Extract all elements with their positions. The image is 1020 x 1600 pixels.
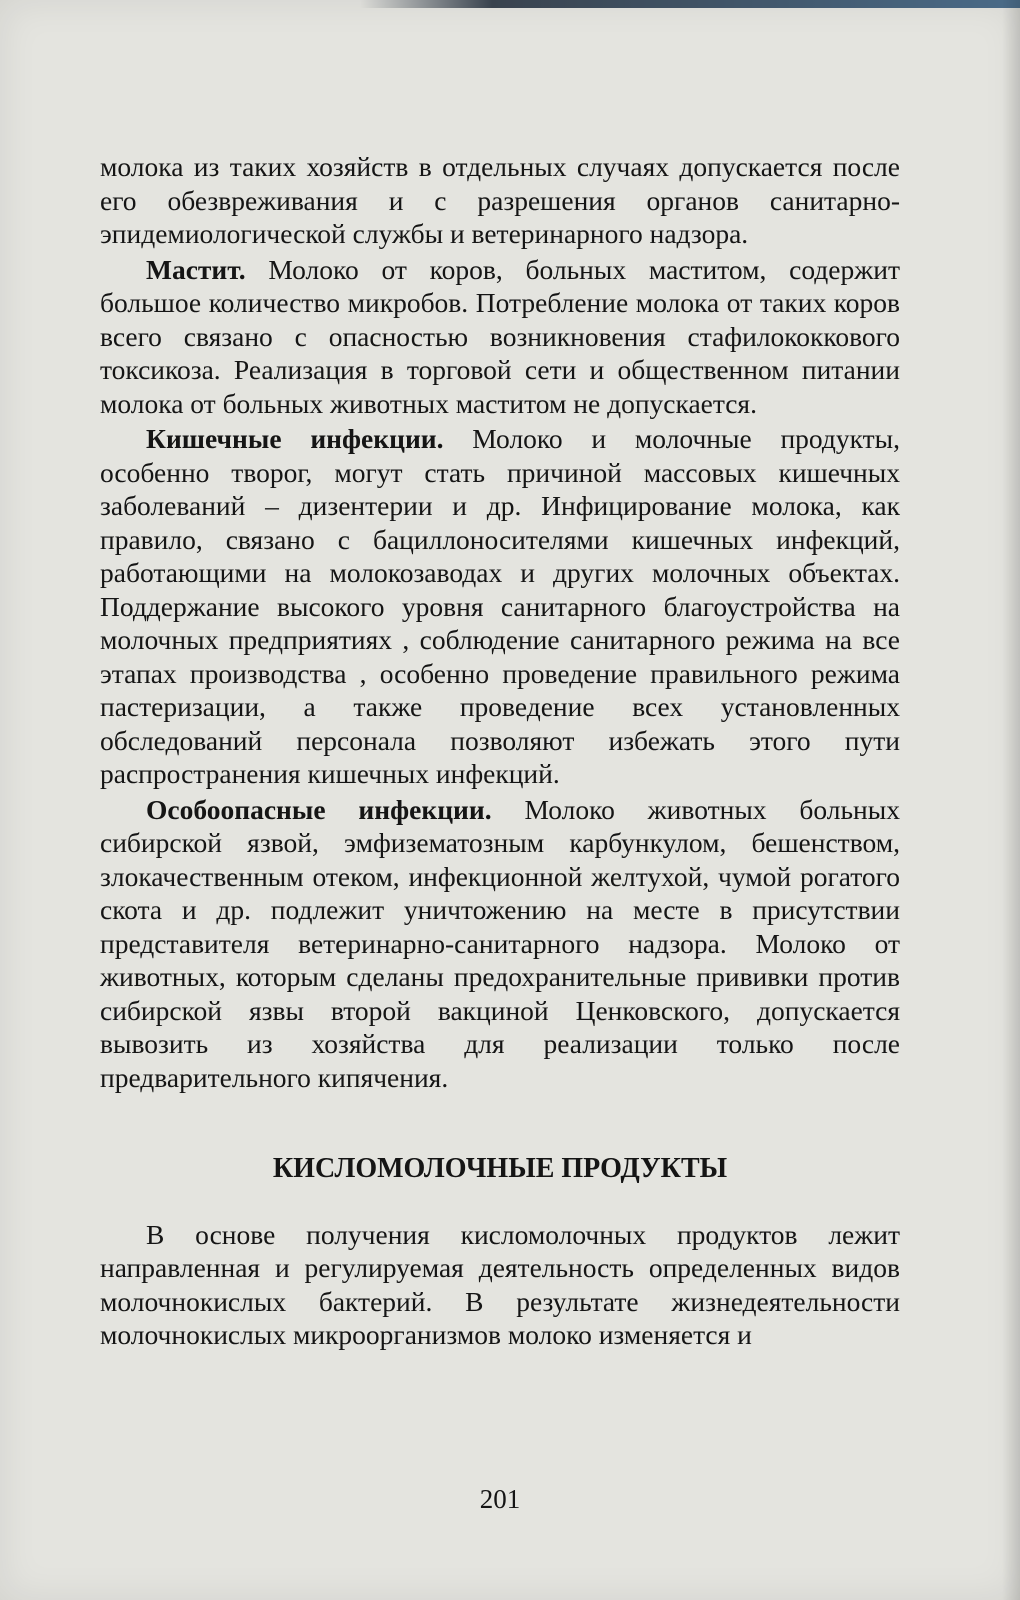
paragraph-intestinal-infections xyxy=(100,422,900,791)
text-intestinal-infections: Молоко и молочные продукты, особенно творог, могут стать причиной массовых кишечных заболеваний – дизентерии и др. Инфицирование молока, как правило, связано с бациллоносителями кишечных инфекций, работающими на молокозаводах и других молочных объектах. Поддержание высокого уровня санитарного благоустройства на молочных предприятиях , соблюдение санитарного режима на все этапах производства , особенно проведение правильного режима пастеризации, а также проведение всех установленных обследований персонала позволяют избежать этого пути распространения кишечных инфекций. xyxy=(100,423,901,789)
text-dangerous-infections: Молоко животных больных сибирской язвой, эмфизематозным карбункулом, бешенством, злокачественным отеком, инфекционной желтухой, чумой рогатого скота и др. подлежит уничтожению на месте в присутствии представителя ветеринарно-санитарного надзора. Молоко от животных, которым сделаны предохранительные прививки против сибирской язвы второй вакциной Ценковского, допускается вывозить из хозяйства для реализации только после предварительного кипячения. xyxy=(100,793,901,1093)
paragraph-section-intro: В основе получения кисломолочных продуктов лежит направленная и регулируемая деятельность определенных видов молочнокислых бактерий. В результате жизнедеятельности молочнокислых микроорганизмов молоко изменяется и xyxy=(100,1218,900,1350)
section-heading: КИСЛОМОЛОЧНЫЕ ПРОДУКТЫ xyxy=(272,1153,728,1184)
term-dangerous-infections: Особоопасные инфекции. xyxy=(146,793,492,825)
text-mastitis: Молоко от коров, больных маститом, содержит большое количество микробов. Потребление молока от таких коров всего связано с опасностью возникновения стафилококкового токсикоза. Реализация в торговой сети и общественном питании молока от больных животных маститом не допускается. xyxy=(100,253,900,419)
term-intestinal-infections: Кишечные инфекции. xyxy=(146,423,444,454)
scan-edge-band xyxy=(360,0,1020,8)
term-mastitis: Мастит. xyxy=(146,253,246,285)
paragraph-continuation: молока из таких хозяйств в отдельных случаях допускается после его обезвреживания и с разрешения органов санитарно-эпидемиологической службы и ветеринарного надзора. xyxy=(100,151,900,249)
page-body xyxy=(100,150,900,1352)
page-edge-shadow xyxy=(1002,0,1020,1600)
paragraph-dangerous-infections xyxy=(100,793,900,1095)
paragraph-mastitis xyxy=(100,253,900,421)
page-number: 201 xyxy=(479,1484,521,1514)
